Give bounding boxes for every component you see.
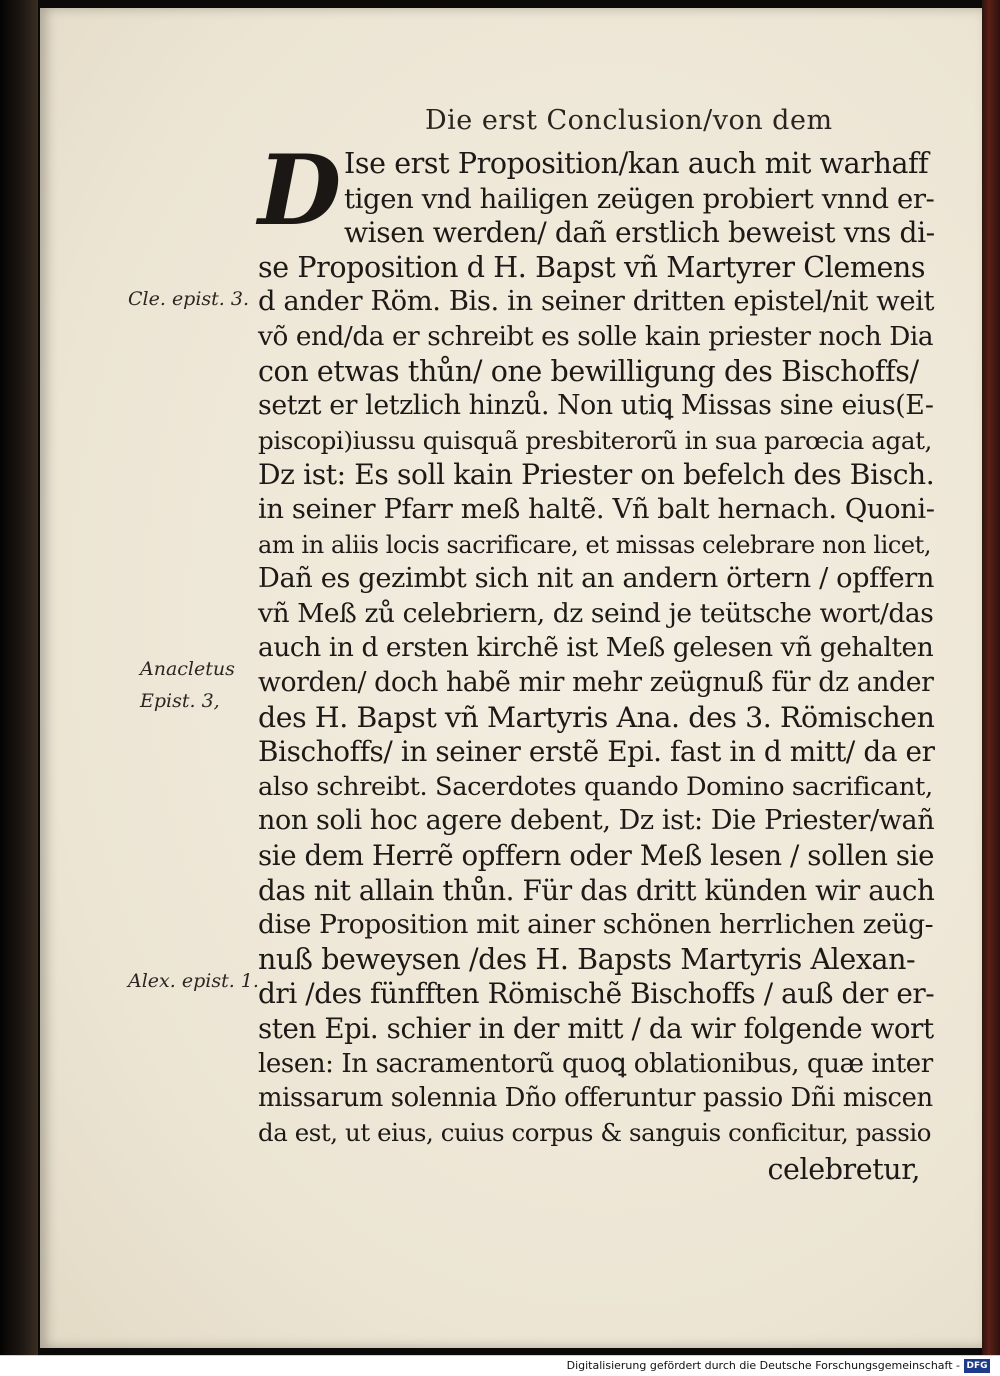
text-line: missarum solennia Dño offeruntur passio Dñi miscen bbox=[258, 1083, 933, 1113]
book-cover-edge bbox=[982, 0, 1000, 1360]
text-line: se Proposition d H. Bapst vñ Martyrer Clemens bbox=[258, 251, 926, 284]
text-line: lesen: In sacramentorũ quoꝗ oblationibus, quæ inter bbox=[258, 1049, 933, 1079]
text-line: also schreibt. Sacerdotes quando Domino sacrificant, bbox=[258, 772, 933, 802]
book-spine-shadow bbox=[0, 0, 38, 1376]
catchword: celebretur, bbox=[767, 1153, 920, 1186]
text-line: dise Proposition mit ainer schönen herrlichen zeüg- bbox=[258, 909, 934, 940]
text-line: sten Epi. schier in der mitt / da wir folgende wort bbox=[258, 1012, 934, 1045]
text-line: tigen vnd hailigen zeügen probiert vnnd er- bbox=[344, 183, 935, 215]
text-line: sie dem Herrẽ opffern oder Meß lesen / sollen sie bbox=[258, 839, 935, 872]
text-line: setzt er letzlich hinzů. Non utiꝗ Missas sine eius(E- bbox=[258, 390, 934, 421]
text-line: da est, ut eius, cuius corpus & sanguis conficitur, passio bbox=[258, 1118, 932, 1147]
text-line: piscopi)iussu quisquã presbiterorũ in sua parœcia agat, bbox=[258, 426, 932, 455]
text-line: wisen werden/ dañ erstlich beweist vns di- bbox=[344, 216, 935, 249]
text-line: Bischoffs/ in seiner erstẽ Epi. fast in d mitt/ da er bbox=[258, 735, 935, 768]
text-line: vñ Meß zů celebriern, dz seind je teütsche wort/das bbox=[258, 598, 934, 629]
marginal-note-anacletus-epist: Epist. 3, bbox=[140, 690, 220, 712]
text-line: des H. Bapst vñ Martyris Ana. des 3. Römischen bbox=[258, 701, 935, 734]
text-line: dri /des fünfften Römischẽ Bischoffs / auß der er- bbox=[258, 977, 935, 1010]
text-line: auch in d ersten kirchẽ ist Meß gelesen vñ gehalten bbox=[258, 633, 934, 663]
marginal-note-anacletus: Anacletus bbox=[140, 658, 235, 680]
decorated-initial: D bbox=[258, 134, 342, 247]
marginal-note-alexander: Alex. epist. 1. bbox=[128, 970, 259, 992]
text-line: das nit allain thůn. Für das dritt künden wir auch bbox=[258, 874, 935, 907]
text-line: Dz ist: Es soll kain Priester on befelch des Bisch. bbox=[258, 458, 935, 491]
text-line: Dañ es gezimbt sich nit an andern örtern / opffern bbox=[258, 563, 935, 594]
text-line: d ander Röm. Bis. in seiner dritten epistel/nit weit bbox=[258, 286, 935, 317]
text-line: am in aliis locis sacrificare, et missas celebrare non licet, bbox=[258, 531, 932, 559]
text-line: in seiner Pfarr meß haltẽ. Vñ balt hernach. Quoni- bbox=[258, 494, 935, 525]
dfg-logo: DFG bbox=[964, 1359, 990, 1373]
text-line: con etwas thůn/ one bewilligung des Bischoffs/ bbox=[258, 355, 919, 388]
running-head: Die erst Conclusion/von dem bbox=[425, 105, 833, 136]
footer-bar bbox=[0, 1355, 1000, 1376]
text-line: võ end/da er schreibt es solle kain priester noch Dia bbox=[258, 322, 934, 352]
text-line: non soli hoc agere debent, Dz ist: Die Priester/wañ bbox=[258, 805, 935, 836]
text-line: nuß beweysen /des H. Bapsts Martyris Alexan- bbox=[258, 943, 916, 976]
text-line: Ise erst Proposition/kan auch mit warhaff bbox=[344, 147, 929, 180]
footer-credit: Digitalisierung gefördert durch die Deutsche Forschungsgemeinschaft - bbox=[566, 1359, 960, 1372]
text-line: worden/ doch habẽ mir mehr zeügnuß für dz ander bbox=[258, 667, 934, 698]
marginal-note-clemens: Cle. epist. 3. bbox=[128, 288, 250, 310]
